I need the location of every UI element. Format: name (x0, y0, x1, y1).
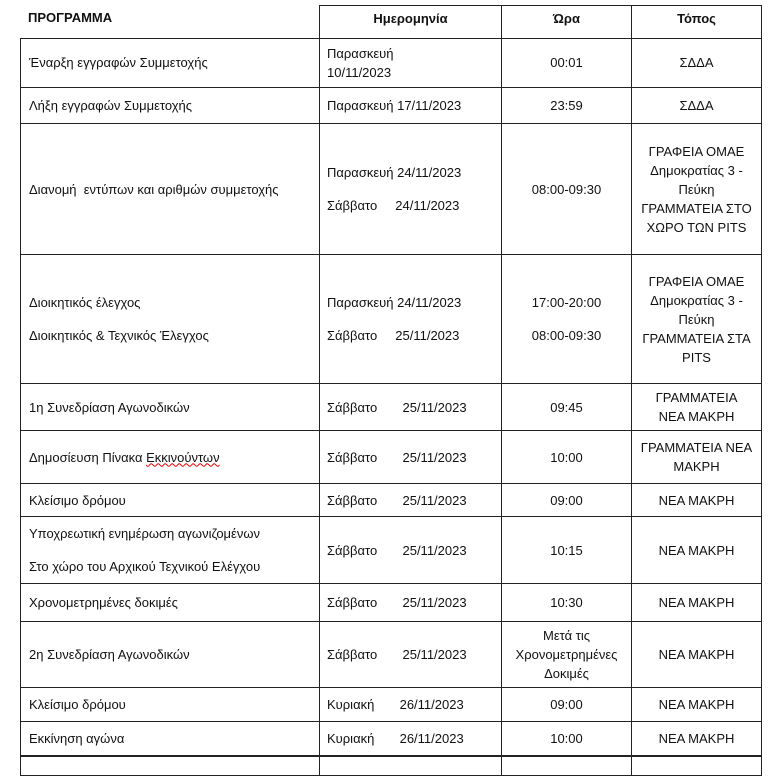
place-text: ΝΕΑ ΜΑΚΡΗ (658, 647, 735, 662)
date-cell (320, 722, 502, 756)
program-text: Κλείσιμο δρόμου (29, 697, 126, 712)
program-text: Λήξη εγγραφών Συμμετοχής (29, 98, 193, 113)
program-cell (20, 688, 320, 722)
program-cell (20, 255, 320, 384)
date-text: 10/11/2023 (327, 64, 392, 80)
place-text: ΝΕΑ ΜΑΚΡΗ (658, 731, 735, 746)
date-cell (320, 38, 502, 88)
date-cell (320, 88, 502, 124)
date-cell (320, 517, 502, 584)
program-text: 1η Συνεδρίαση Αγωνοδικών (29, 399, 190, 415)
time-text: 17:00-20:00 (531, 295, 602, 310)
date-text: Παρασκευή 24/11/2023 (327, 295, 462, 310)
table-row (20, 756, 762, 776)
program-cell (20, 722, 320, 756)
program-text: Διοικητικός & Τεχνικός Έλεγχος (29, 328, 209, 343)
place-text: ΓΡΑΦΕΙΑ ΟΜΑΕ (648, 143, 745, 159)
empty-cell (320, 756, 502, 776)
table-row (20, 622, 762, 688)
place-cell (632, 484, 762, 517)
header-date: Ημερομηνία (320, 5, 502, 39)
time-cell (502, 688, 632, 722)
place-text: ΝΕΑ ΜΑΚΡΗ (658, 492, 735, 508)
empty-cell (20, 756, 320, 776)
date-cell (320, 584, 502, 622)
place-text: ΧΩΡΟ ΤΩΝ PITS (646, 219, 747, 235)
place-text: ΝΕΑ ΜΑΚΡΗ (658, 542, 735, 558)
date-text: Σάββατο 25/11/2023 (327, 492, 467, 508)
place-cell (632, 431, 762, 484)
place-text: ΣΔΔΑ (679, 55, 714, 70)
date-cell (320, 124, 502, 255)
header-program: ΠΡΟΓΡΑΜΜΑ (20, 5, 320, 39)
date-text: Σάββατο 25/11/2023 (327, 399, 467, 415)
time-text: 10:15 (550, 542, 583, 558)
place-text: PITS (682, 349, 711, 365)
time-text: 09:45 (550, 399, 583, 415)
program-cell (20, 584, 320, 622)
date-cell (320, 255, 502, 384)
date-text: Παρασκευή (327, 45, 394, 61)
time-cell (502, 584, 632, 622)
time-cell (502, 517, 632, 584)
time-text: 08:00-09:30 (531, 181, 602, 197)
place-text: ΓΡΑΜΜΑΤΕΙΑ ΣΤΑ (642, 330, 751, 346)
date-text: Σάββατο 24/11/2023 (327, 198, 460, 213)
place-text: Πεύκη (678, 311, 715, 327)
program-text: Εκκίνηση αγώνα (29, 731, 125, 746)
program-text: Στο χώρο του Αρχικού Τεχνικού Ελέγχου (29, 559, 261, 574)
time-text: 23:59 (550, 98, 583, 113)
time-text: 00:01 (550, 55, 583, 70)
date-text: Κυριακή 26/11/2023 (327, 697, 464, 712)
date-cell (320, 484, 502, 517)
header-time: Ώρα (502, 5, 632, 39)
place-text: ΓΡΑΜΜΑΤΕΙΑ ΝΕΑ (640, 440, 753, 455)
program-text: Διοικητικός έλεγχος (29, 295, 141, 310)
place-cell (632, 722, 762, 756)
time-text: Μετά τις (543, 628, 590, 643)
program-cell (20, 124, 320, 255)
place-cell (632, 517, 762, 584)
place-text: Δημοκρατίας 3 - (650, 162, 743, 178)
place-cell (632, 255, 762, 384)
header-place: Τόπος (632, 5, 762, 39)
place-text: Δημοκρατίας 3 - (650, 292, 743, 308)
time-cell (502, 622, 632, 688)
spellcheck-word: Εκκινούντων (146, 449, 220, 465)
table-row (20, 431, 762, 484)
time-text: 10:00 (550, 449, 583, 465)
program-text: Διανομή εντύπων και αριθμών συμμετοχής (29, 181, 279, 197)
place-text: ΜΑΚΡΗ (673, 459, 720, 474)
table-row (20, 124, 762, 255)
place-cell (632, 384, 762, 431)
program-cell (20, 431, 320, 484)
program-text: Υποχρεωτική ενημέρωση αγωνιζομένων (29, 526, 260, 541)
place-text: ΝΕΑ ΜΑΚΡΗ (658, 409, 735, 424)
time-text: 09:00 (550, 492, 583, 508)
program-cell (20, 517, 320, 584)
table-row (20, 88, 762, 124)
time-text: 08:00-09:30 (531, 328, 602, 343)
place-cell (632, 88, 762, 124)
place-cell (632, 124, 762, 255)
program-text: 2η Συνεδρίαση Αγωνοδικών (29, 647, 190, 662)
place-text: Πεύκη (678, 181, 715, 197)
program-cell (20, 88, 320, 124)
time-cell (502, 88, 632, 124)
table-row (20, 722, 762, 756)
program-cell (20, 38, 320, 88)
header-row (20, 5, 762, 39)
place-text: ΓΡΑΦΕΙΑ ΟΜΑΕ (648, 273, 745, 289)
date-cell (320, 431, 502, 484)
time-cell (502, 124, 632, 255)
table-row (20, 584, 762, 622)
date-cell (320, 688, 502, 722)
table-row (20, 517, 762, 584)
program-text: Χρονομετρημένες δοκιμές (29, 595, 178, 610)
time-cell (502, 722, 632, 756)
table-row (20, 38, 762, 88)
place-cell (632, 38, 762, 88)
time-text: Δοκιμές (544, 666, 589, 681)
date-text: Σάββατο 25/11/2023 (327, 449, 467, 465)
time-cell (502, 431, 632, 484)
place-text: ΓΡΑΜΜΑΤΕΙΑ ΣΤΟ (641, 200, 752, 216)
date-text: Κυριακή 26/11/2023 (327, 731, 464, 746)
place-cell (632, 688, 762, 722)
date-text: Σάββατο 25/11/2023 (327, 542, 467, 558)
date-text: Σάββατο 25/11/2023 (327, 328, 460, 343)
place-text: ΣΔΔΑ (679, 98, 714, 113)
time-cell (502, 384, 632, 431)
table-row (20, 255, 762, 384)
program-text: Δημοσίευση Πίνακα Εκκινούντων (29, 449, 220, 465)
time-cell (502, 484, 632, 517)
time-text: 10:30 (550, 595, 583, 610)
date-cell (320, 384, 502, 431)
time-text: 09:00 (550, 697, 583, 712)
program-cell (20, 484, 320, 517)
program-cell (20, 622, 320, 688)
empty-cell (502, 756, 632, 776)
date-cell (320, 622, 502, 688)
date-text: Παρασκευή 24/11/2023 (327, 165, 462, 180)
program-cell (20, 384, 320, 431)
place-cell (632, 622, 762, 688)
program-text: Έναρξη εγγραφών Συμμετοχής (29, 55, 208, 70)
time-text: Χρονομετρημένες (515, 647, 618, 662)
time-cell (502, 255, 632, 384)
table-row (20, 384, 762, 431)
date-text: Σάββατο 25/11/2023 (327, 595, 467, 610)
date-text: Παρασκευή 17/11/2023 (327, 98, 462, 113)
table-row (20, 688, 762, 722)
time-cell (502, 38, 632, 88)
date-text: Σάββατο 25/11/2023 (327, 647, 467, 662)
place-cell (632, 584, 762, 622)
time-text: 10:00 (550, 731, 583, 746)
empty-cell (632, 756, 762, 776)
place-text: ΓΡΑΜΜΑΤΕΙΑ (655, 390, 738, 405)
place-text: ΝΕΑ ΜΑΚΡΗ (658, 697, 735, 712)
program-text: Κλείσιμο δρόμου (29, 492, 126, 508)
place-text: ΝΕΑ ΜΑΚΡΗ (658, 595, 735, 610)
table-row (20, 484, 762, 517)
